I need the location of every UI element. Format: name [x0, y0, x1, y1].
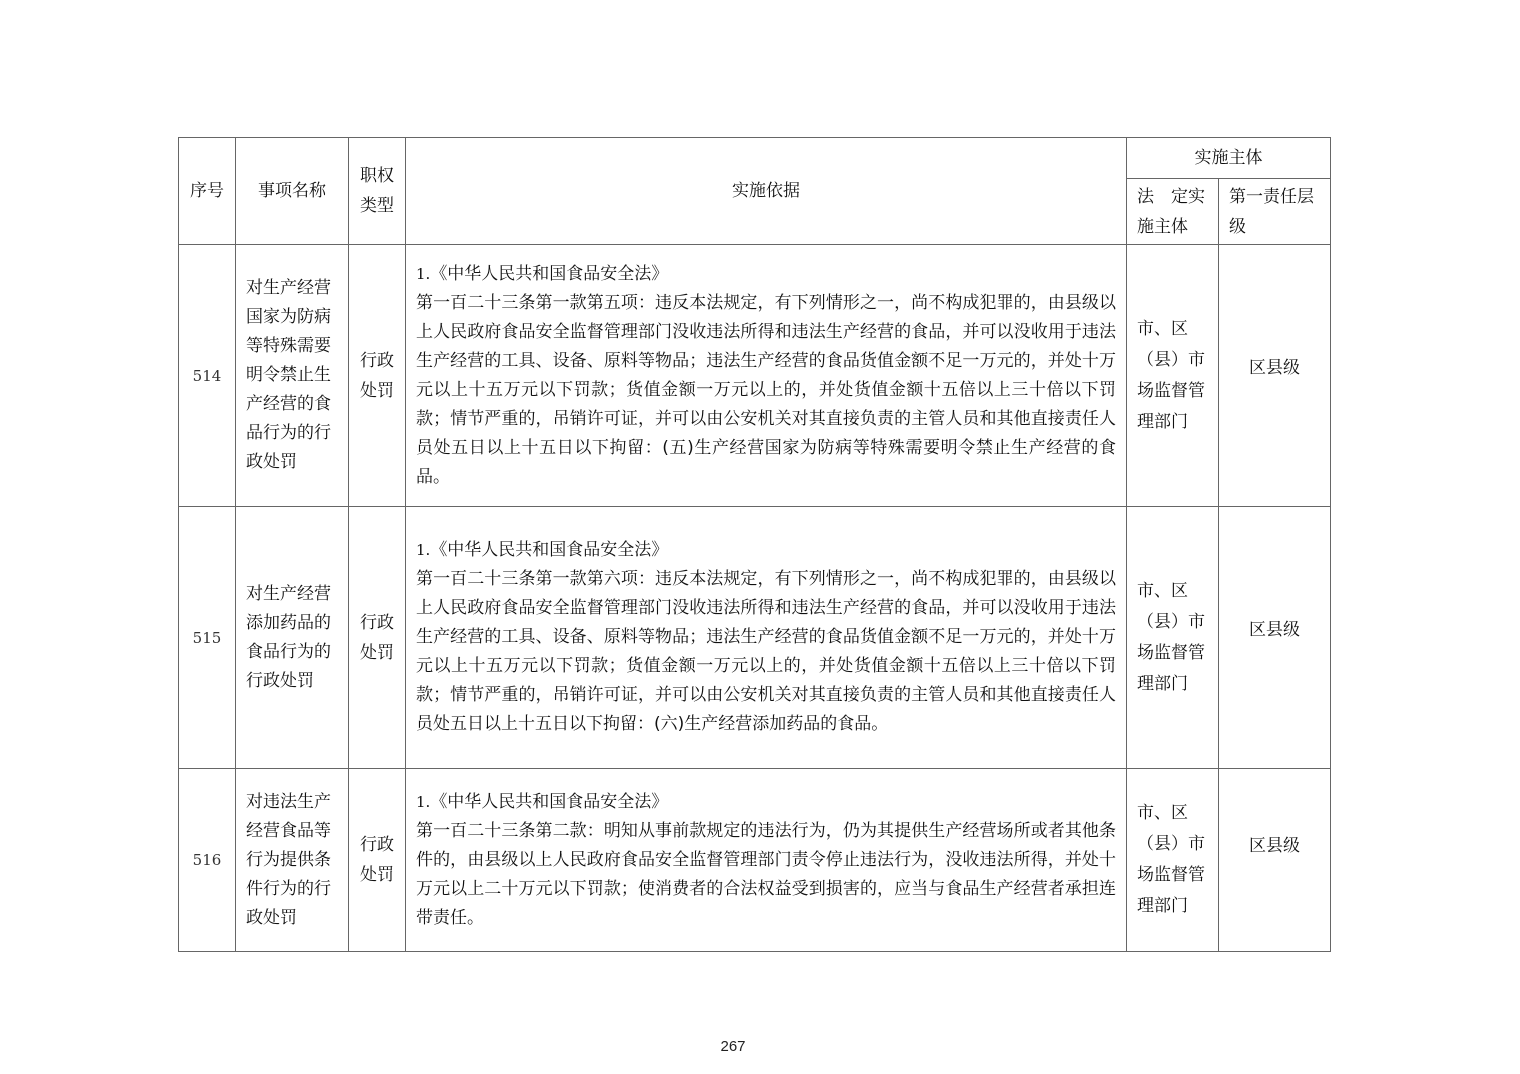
- enforcement-table: [178, 137, 1331, 952]
- header-power-type: 职权类型: [349, 138, 406, 245]
- row-item-name: 对生产经营添加药品的食品行为的行政处罚: [236, 507, 349, 769]
- row-legal-subject: 市、区（县）市场监督管理部门: [1127, 245, 1219, 507]
- row-basis: [406, 769, 1127, 952]
- law-title-line: [416, 536, 1116, 565]
- law-title-line: [416, 260, 1116, 289]
- basis-text: 第一百二十三条第二款：明知从事前款规定的违法行为，仍为其提供生产经营场所或者其他条件的，由县级以上人民政府食品安全监督管理部门责令停止违法行为，没收违法所得，并处十万元以上二十万元以下罚款；使消费者的合法权益受到损害的，应当与食品生产经营者承担连带责任。: [416, 820, 1116, 928]
- law-title-line: [416, 788, 1116, 817]
- row-first-level: 区县级: [1219, 507, 1331, 769]
- row-power-type: 行政处罚: [349, 507, 406, 769]
- law-title: 《中华人民共和国食品安全法》: [430, 791, 669, 812]
- header-subject-group: 实施主体: [1127, 138, 1331, 179]
- row-legal-subject: 市、区（县）市场监督管理部门: [1127, 507, 1219, 769]
- row-first-level: 区县级: [1219, 769, 1331, 952]
- header-legal-subject: 法 定实施主体: [1127, 179, 1219, 245]
- row-seq: 516: [179, 769, 236, 952]
- table-row: [179, 245, 1331, 507]
- header-item-name: 事项名称: [236, 138, 349, 245]
- law-title: 《中华人民共和国食品安全法》: [430, 540, 669, 560]
- header-basis: 实施依据: [406, 138, 1127, 245]
- table-row: [179, 769, 1331, 952]
- basis-text: 第一百二十三条第一款第六项：违反本法规定，有下列情形之一，尚不构成犯罪的，由县级以上人民政府食品安全监督管理部门没收违法所得和违法生产经营的食品，并可以没收用于违法生产经营的工具、设备、原料等物品；违法生产经营的食品货值金额不足一万元的，并处十万元以上十五万元以下罚款；货值金额一万元以上的，并处货值金额十五倍以上三十倍以下罚款；情节严重的，吊销许可证，并可以由公安机关对其直接负责的主管人员和其他直接责任人员处五日以上十五日以下拘留：(六)生产经营添加药品的食品。: [416, 569, 1116, 734]
- law-title: 《中华人民共和国食品安全法》: [430, 263, 669, 284]
- header-seq: 序号: [179, 138, 236, 245]
- law-index: 1.: [416, 264, 431, 283]
- row-power-type: 行政处罚: [349, 245, 406, 507]
- row-first-level: 区县级: [1219, 245, 1331, 507]
- row-basis: [406, 245, 1127, 507]
- row-power-type: 行政处罚: [349, 769, 406, 952]
- row-item-name: 对生产经营国家为防病等特殊需要明令禁止生产经营的食品行为的行政处罚: [236, 245, 349, 507]
- header-first-level: 第一责任层级: [1219, 179, 1331, 245]
- row-item-name: 对违法生产经营食品等行为提供条件行为的行政处罚: [236, 769, 349, 952]
- row-basis: [406, 507, 1127, 769]
- table-row: [179, 507, 1331, 769]
- page-number: 267: [720, 1038, 746, 1055]
- row-seq: 515: [179, 507, 236, 769]
- law-index: 1.: [416, 792, 431, 811]
- row-seq: 514: [179, 245, 236, 507]
- row-legal-subject: 市、区（县）市场监督管理部门: [1127, 769, 1219, 952]
- basis-text: 第一百二十三条第一款第五项：违反本法规定，有下列情形之一，尚不构成犯罪的，由县级以上人民政府食品安全监督管理部门没收违法所得和违法生产经营的食品，并可以没收用于违法生产经营的工具、设备、原料等物品；违法生产经营的食品货值金额不足一万元的，并处十万元以上十五万元以下罚款；货值金额一万元以上的，并处货值金额十五倍以上三十倍以下罚款；情节严重的，吊销许可证，并可以由公安机关对其直接负责的主管人员和其他直接责任人员处五日以上十五日以下拘留：(五)生产经营国家为防病等特殊需要明令禁止生产经营的食品。: [416, 292, 1116, 487]
- law-index: 1.: [416, 541, 431, 559]
